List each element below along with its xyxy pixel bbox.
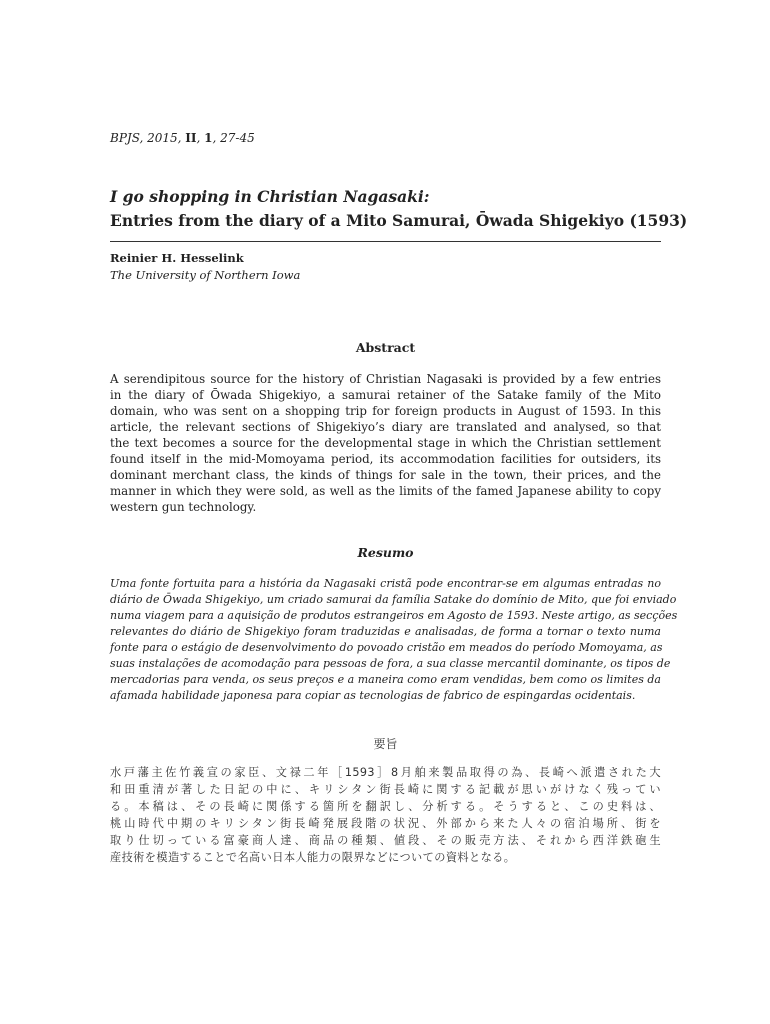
- journal-separator: ,: [196, 131, 205, 145]
- journal-issue: 1: [204, 131, 213, 145]
- abstract-line: article, the relevant sections of Shigekiyo’s diary are translated and analysed, so that: [110, 420, 661, 434]
- resumo-line: mercadorias para venda, os seus preços e a maneira como eram vendidas, bem como os limites da: [110, 673, 661, 686]
- title-line-2: Entries from the diary of a Mito Samurai, Ōwada Shigekiyo (1593): [110, 211, 688, 230]
- resumo-line: relevantes do diário de Shigekiyo foram traduzidas e analisadas, de forma a tornar o texto numa: [110, 625, 661, 638]
- author-affiliation: The University of Northern Iowa: [110, 268, 301, 282]
- youshi-line: る。本稿は、その長崎に関係する箇所を翻訳し、分析する。そうすると、この史料は、: [110, 800, 661, 813]
- journal-year: , 2015,: [139, 131, 186, 145]
- resumo-line: numa viagem para a aquisição de produtos estrangeiros em Agosto de 1593. Neste artigo, as secções: [110, 609, 678, 622]
- abstract-line: manner in which they were sold, as well as the limits of the famed Japanese ability to copy: [110, 484, 661, 498]
- youshi-line: 取り仕切っている富豪商人達、商品の種類、値段、その販売方法、それから西洋鉄砲生: [110, 834, 661, 847]
- abstract-line: found itself in the mid-Momoyama period, its accommodation facilities for outsiders, its: [110, 452, 661, 466]
- youshi-line: 和田重清が著した日記の中に、キリシタン街長崎に関する記載が思いがけなく残ってい: [110, 783, 661, 796]
- resumo-line: diário de Ōwada Shigekiyo, um criado samurai da família Satake do domínio de Mito, que foi enviado: [110, 593, 677, 606]
- resumo-line: fonte para o estágio de desenvolvimento do povoado cristão em meados do período Momoyama, as: [110, 641, 663, 654]
- abstract-line: in the diary of Ōwada Shigekiyo, a samurai retainer of the Satake family of the Mito: [110, 388, 661, 402]
- abstract-heading: Abstract: [355, 340, 416, 355]
- youshi-line: 産技術を模造することで名高い日本人能力の限界などについての資料となる。: [110, 851, 516, 864]
- title-line-1: I go shopping in Christian Nagasaki:: [110, 187, 430, 206]
- journal-reference: [110, 131, 255, 145]
- abstract-line: the text becomes a source for the developmental stage in which the Christian settlement: [110, 436, 661, 450]
- journal-name: BPJS: [110, 131, 140, 145]
- resumo-line: suas instalações de acomodação para pessoas de fora, a sua classe mercantil dominante, os tipos de: [110, 657, 671, 670]
- youshi-line: 水戸藩主佐竹義宣の家臣、文禄二年［1593］8月舶来製品取得の為、長崎へ派遣された大: [110, 766, 661, 779]
- abstract-line: A serendipitous source for the history of Christian Nagasaki is provided by a few entries: [110, 372, 661, 386]
- resumo-line: afamada habilidade japonesa para copiar as tecnologias de fabrico de espingardas ocidentais.: [110, 689, 636, 702]
- title-divider: [110, 241, 661, 242]
- journal-volume: II: [185, 131, 197, 145]
- abstract-line: dominant merchant class, the kinds of things for sale in the town, their prices, and the: [110, 468, 661, 482]
- resumo-heading: Resumo: [357, 545, 414, 560]
- journal-pages: , 27-45: [212, 131, 255, 145]
- author-name: Reinier H. Hesselink: [110, 251, 244, 265]
- youshi-line: 桃山時代中期のキリシタン街長崎発展段階の状況、外部から来た人々の宿泊場所、街を: [110, 817, 661, 830]
- abstract-line: domain, who was sent on a shopping trip for foreign products in August of 1593. In this: [110, 404, 661, 418]
- resumo-line: Uma fonte fortuita para a história da Nagasaki cristã pode encontrar-se em algumas entradas no: [110, 577, 661, 590]
- youshi-heading: 要旨: [373, 737, 398, 751]
- abstract-line: western gun technology.: [110, 500, 257, 514]
